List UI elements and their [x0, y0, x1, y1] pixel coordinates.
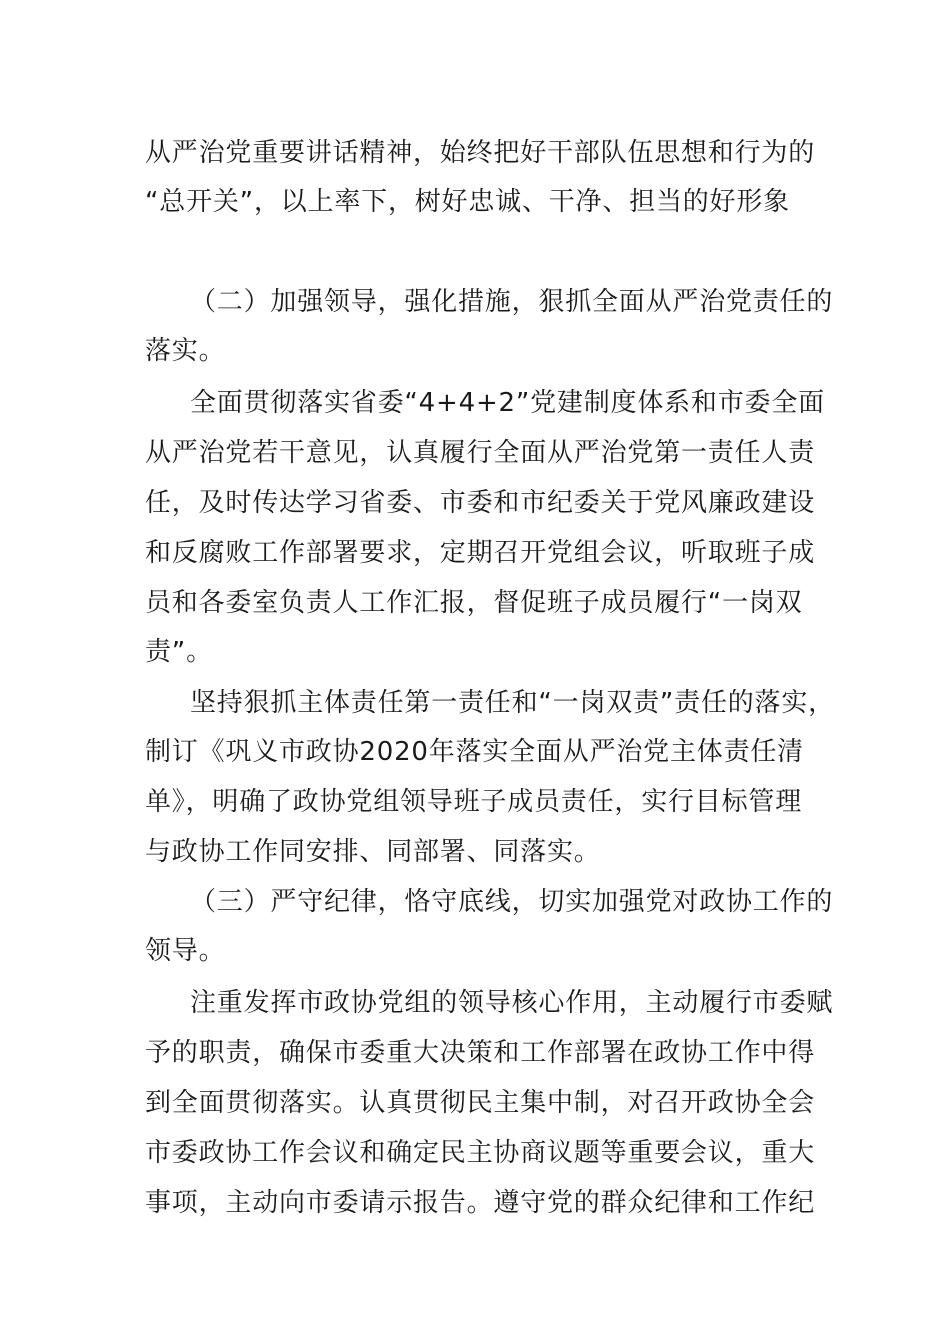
text-line: 和反腐败工作部署要求，定期召开党组会议，听取班子成: [145, 538, 816, 568]
text-line: 员和各委室负责人工作汇报，督促班子成员履行“一岗双: [145, 588, 803, 618]
text-line: 予的职责，确保市委重大决策和工作部署在政协工作中得: [145, 1038, 816, 1068]
paragraph-start: 坚持狠抓主体责任第一责任和“一岗双责”责任的落实，: [190, 688, 835, 718]
text-line: 制订《巩义市政协2020年落实全面从严治党主体责任清: [145, 737, 804, 767]
section-heading-2: （二）加强领导，强化措施，狠抓全面从严治党责任的: [190, 287, 834, 317]
text-line: 任，及时传达学习省委、市委和市纪委关于党风廉政建设: [145, 488, 816, 518]
text-line: 领导。: [145, 936, 226, 966]
text-line: “总开关”，以上率下，树好忠诚、干净、担当的好形象: [145, 187, 790, 217]
text-line: 责”。: [145, 637, 213, 667]
text-line: 从严治党重要讲话精神，始终把好干部队伍思想和行为的: [145, 138, 816, 168]
paragraph-start: 全面贯彻落实省委“4+4+2”党建制度体系和市委全面: [190, 388, 825, 418]
text-line: 市委政协工作会议和确定民主协商议题等重要会议，重大: [145, 1138, 816, 1168]
text-line: 与政协工作同安排、同部署、同落实。: [145, 837, 601, 867]
section-heading-3: （三）严守纪律，恪守底线，切实加强党对政协工作的: [190, 887, 834, 917]
text-line: 事项，主动向市委请示报告。遵守党的群众纪律和工作纪: [145, 1188, 816, 1218]
text-line: 到全面贯彻落实。认真贯彻民主集中制，对召开政协全会: [145, 1088, 816, 1118]
text-line: 单》，明确了政协党组领导班子成员责任，实行目标管理: [145, 787, 803, 817]
text-line: 落实。: [145, 336, 226, 366]
paragraph-start: 注重发挥市政协党组的领导核心作用，主动履行市委赋: [190, 988, 834, 1018]
text-line: 从严治党若干意见，认真履行全面从严治党第一责任人责: [145, 438, 816, 468]
